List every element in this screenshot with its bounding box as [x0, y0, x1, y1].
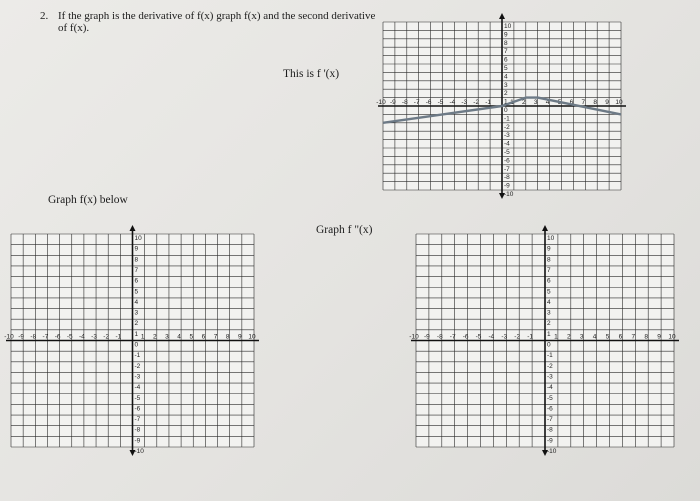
f-y-tick-label: -3: [134, 373, 141, 381]
fpp-y-tick-label: 8: [547, 256, 551, 264]
fpp-x-tick-label: 3: [579, 333, 584, 341]
fpp-x-tick-label: 2: [566, 333, 571, 341]
fprime-x-tick-label: -7: [413, 99, 420, 106]
f-y-tick-label: -5: [134, 394, 141, 402]
fpp-x-tick-label: 5: [605, 333, 610, 341]
f-x-tick-label: -1: [115, 333, 122, 341]
f-x-tick-label: 6: [201, 333, 206, 341]
f-x-tick-label: 4: [177, 333, 181, 341]
f-y-tick-label: -10: [134, 448, 144, 455]
fprime-x-tick-label: 5: [557, 99, 562, 106]
fpp-y-tick-label: -9: [547, 437, 553, 445]
fpp-x-tick-label: -10: [409, 333, 419, 341]
fpp-y-tick-label: -5: [547, 394, 553, 402]
f-y-tick-label: -6: [134, 405, 141, 413]
fpp-x-tick-label: -1: [527, 333, 533, 341]
fprime-y-tick-label: 6: [504, 56, 508, 64]
f-y-tick-label: -1: [134, 352, 141, 360]
fpp-x-tick-label: -3: [501, 333, 508, 341]
fpp-y-tick-label: 4: [547, 298, 551, 306]
fprime-y-tick-label: 5: [504, 65, 508, 72]
f-y-tick-label: 5: [134, 288, 139, 296]
fprime-x-tick-label: 7: [581, 99, 586, 106]
problem-text: If the graph is the derivative of f(x) graph f(x) and the second derivative of f(x).: [58, 10, 376, 34]
f-y-tick-label: 3: [134, 309, 139, 317]
f-x-tick-label: 3: [165, 333, 169, 341]
fpp-y-tick-label: 3: [547, 309, 551, 317]
f-x-tick-label: -9: [18, 333, 25, 341]
fprime-y-arrow-up-icon: [499, 13, 505, 19]
f-x-tick-label: -2: [103, 333, 110, 341]
fprime-x-tick-label: 4: [545, 99, 550, 106]
f-x-tick-label: -10: [4, 333, 14, 341]
f-y-tick-label: 2: [134, 320, 139, 328]
fprime-x-tick-label: -8: [401, 99, 408, 106]
fprime-x-tick-label: -10: [376, 99, 386, 106]
fpp-x-tick-label: -8: [436, 333, 443, 341]
fpp-y-tick-label: -3: [547, 373, 553, 381]
fpp-x-tick-label: 8: [644, 333, 649, 341]
fpp-y-tick-label: 0: [547, 341, 551, 349]
f-y-tick-label: -7: [134, 416, 141, 424]
f-graph-label: Graph f(x) below: [48, 194, 128, 206]
fpp-y-arrow-up-icon: [542, 225, 548, 231]
fprime-y-tick-label: -4: [504, 140, 510, 148]
f-y-tick-label: 7: [134, 266, 139, 274]
fpp-y-tick-label: 6: [547, 277, 551, 285]
fdoubleprime-label: Graph f "(x): [316, 224, 373, 236]
fpp-x-tick-label: 9: [657, 333, 661, 341]
fpp-y-tick-label: -2: [547, 362, 553, 370]
f-y-tick-label: 0: [134, 341, 139, 349]
fprime-x-tick-label: 1: [510, 99, 514, 106]
fprime-y-tick-label: 1: [504, 98, 508, 106]
f-x-tick-label: -7: [42, 333, 49, 341]
fprime-x-tick-label: -9: [390, 99, 396, 106]
fpp-x-tick-label: 4: [592, 333, 597, 341]
fpp-x-tick-label: 10: [668, 333, 676, 341]
fprime-y-tick-label: -2: [504, 123, 510, 131]
fpp-y-tick-label: 2: [547, 320, 551, 328]
fprime-y-tick-label: -6: [504, 157, 510, 165]
problem-number: 2.: [40, 10, 49, 22]
f-x-tick-label: 7: [213, 333, 218, 341]
fpp-y-tick-label: -8: [547, 426, 553, 434]
fprime-x-tick-label: -6: [425, 99, 432, 106]
fpp-x-tick-label: -5: [475, 333, 482, 341]
fprime-y-tick-label: 8: [504, 39, 508, 47]
fpp-x-tick-label: -9: [424, 333, 430, 341]
fprime-x-tick-label: -5: [437, 99, 444, 106]
fpp-y-tick-label: 5: [547, 288, 551, 296]
fpp-y-tick-label: 10: [547, 235, 555, 242]
fprime-x-tick-label: 6: [569, 99, 574, 106]
fprime-x-tick-label: -3: [461, 99, 468, 106]
f-x-tick-label: -3: [91, 333, 97, 341]
f-y-tick-label: 8: [134, 256, 139, 264]
fprime-y-tick-label: -7: [504, 165, 510, 173]
f-x-tick-label: 9: [238, 333, 242, 341]
fprime-y-tick-label: 7: [504, 48, 508, 56]
f-x-tick-label: 2: [152, 333, 157, 341]
fprime-y-tick-label: 10: [504, 23, 512, 30]
fpp-x-tick-label: -6: [462, 333, 469, 341]
f-y-tick-label: 6: [134, 277, 139, 285]
fpp-x-tick-label: -2: [514, 333, 521, 341]
fprime-y-tick-label: -5: [504, 149, 510, 156]
fprime-y-tick-label: 9: [504, 31, 508, 39]
fpp-x-tick-label: -4: [488, 333, 495, 341]
f-y-tick-label: -2: [134, 362, 141, 370]
fpp-x-tick-label: 7: [631, 333, 636, 341]
fprime-y-tick-label: -3: [504, 132, 510, 140]
f-x-tick-label: 8: [225, 333, 230, 341]
fpp-x-tick-label: -7: [449, 333, 456, 341]
fprime-y-tick-label: 3: [504, 81, 508, 89]
fpp-y-tick-label: -6: [547, 405, 553, 413]
fdoubleprime-graph-grid[interactable]: [410, 228, 680, 453]
f-x-tick-label: -4: [79, 333, 85, 341]
fprime-y-tick-label: -9: [504, 182, 510, 190]
f-y-tick-label: 9: [134, 245, 139, 253]
fpp-y-tick-label: -4: [547, 384, 553, 392]
fpp-x-tick-label: 1: [554, 333, 558, 341]
fpp-y-tick-label: -10: [547, 448, 557, 455]
fpp-y-tick-label: 7: [547, 266, 551, 274]
fpp-y-tick-label: -7: [547, 416, 553, 424]
fprime-x-tick-label: 3: [533, 99, 538, 106]
fpp-x-tick-label: 6: [618, 333, 623, 341]
fprime-label: This is f '(x): [283, 68, 340, 80]
fprime-y-tick-label: -8: [504, 174, 510, 182]
f-x-tick-label: -6: [54, 333, 61, 341]
fprime-y-tick-label: 0: [504, 107, 508, 114]
f-y-tick-label: -9: [134, 437, 141, 445]
f-x-tick-label: 1: [140, 333, 145, 341]
fprime-x-tick-label: 10: [615, 99, 623, 106]
fprime-y-tick-label: 2: [504, 90, 508, 98]
fprime-x-tick-label: 8: [593, 99, 598, 106]
fprime-y-tick-label: -10: [504, 191, 514, 198]
fprime-x-tick-label: -4: [449, 99, 456, 106]
f-x-tick-label: -5: [66, 333, 73, 341]
fpp-y-tick-label: 1: [547, 330, 551, 338]
f-x-tick-label: -8: [30, 333, 37, 341]
f-y-tick-label: 4: [134, 298, 139, 306]
fprime-x-tick-label: 2: [521, 99, 526, 106]
fprime-y-tick-label: 4: [504, 73, 508, 81]
f-x-tick-label: 10: [248, 333, 256, 341]
fprime-x-tick-label: 9: [605, 99, 609, 106]
fpp-y-tick-label: -1: [547, 352, 553, 360]
fprime-graph: [377, 16, 627, 196]
fpp-y-tick-label: 9: [547, 245, 551, 253]
f-y-tick-label: -8: [134, 426, 141, 434]
f-y-arrow-up-icon: [130, 225, 136, 231]
f-y-tick-label: 1: [134, 330, 139, 338]
fprime-y-tick-label: -1: [504, 115, 510, 123]
f-y-tick-label: -4: [134, 384, 141, 392]
f-y-tick-label: 10: [134, 235, 142, 242]
fprime-x-tick-label: -1: [485, 99, 491, 106]
f-x-tick-label: 5: [189, 333, 194, 341]
f-graph-grid[interactable]: [5, 228, 260, 453]
fprime-x-tick-label: -2: [473, 99, 480, 106]
